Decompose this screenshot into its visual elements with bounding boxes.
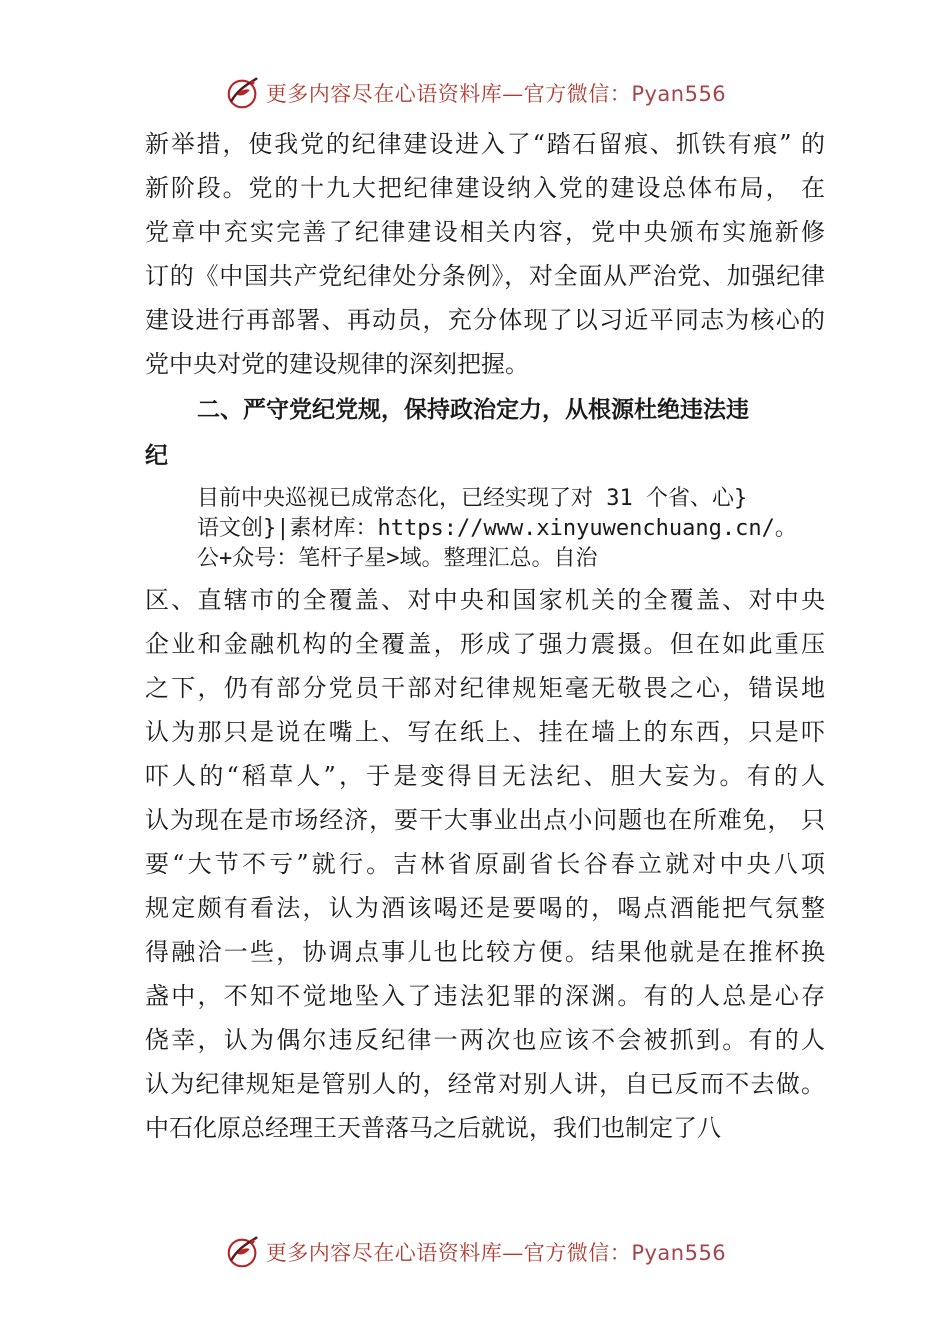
library-logo-icon xyxy=(224,1233,262,1271)
note-line: 目前中央巡视已成常态化，已经实现了对 31 个省、心} xyxy=(197,486,748,511)
text-line: 之下，仍有部分党员干部对纪律规矩毫无敬畏之心，错误地 xyxy=(145,674,825,702)
paragraph-2 xyxy=(145,578,825,1150)
note-line: 公+众号：笔杆子星>域。整理汇总。自治 xyxy=(197,546,598,571)
text-line: 认为那只是说在嘴上、写在纸上、挂在墙上的东西，只是吓 xyxy=(145,718,825,746)
wechat-account: Pyan556 xyxy=(631,82,727,106)
footer-banner xyxy=(0,1232,950,1272)
banner-text: 更多内容尽在心语资料库—官方微信：Pyan556 xyxy=(265,82,727,106)
wechat-account: Pyan556 xyxy=(631,1241,727,1265)
text-line: 认为纪律规矩是管别人的，经常对别人讲，自已反而不去做。 xyxy=(145,1070,825,1098)
text-line: 区、直辖市的全覆盖、对中央和国家机关的全覆盖、对中央 xyxy=(145,586,825,614)
text-line: 订的《中国共产党纪律处分条例》，对全面从严治党、加强纪律 xyxy=(145,262,825,290)
text-line: 盏中，不知不觉地坠入了违法犯罪的深渊。有的人总是心存 xyxy=(145,982,825,1010)
text-line: 认为现在是市场经济，要干大事业出点小问题也在所难免， 只 xyxy=(145,806,825,834)
text-line: 吓人的“稻草人”，于是变得目无法纪、胆大妄为。有的人 xyxy=(145,762,825,790)
paragraph-1 xyxy=(145,122,825,386)
document-body xyxy=(145,122,825,1150)
text-line: 党中央对党的建设规律的深刻把握。 xyxy=(145,350,529,378)
section-heading: 二、严守党纪党规，保持政治定力，从根源杜绝违法违 xyxy=(197,397,749,423)
text-line: 规定颇有看法，认为酒该喝还是要喝的，喝点酒能把气氛整 xyxy=(145,894,825,922)
text-line: 党章中充实完善了纪律建设相关内容，党中央颁布实施新修 xyxy=(145,218,825,246)
text-line: 新阶段。党的十九大把纪律建设纳入党的建设总体布局， 在 xyxy=(145,174,825,202)
library-logo-icon xyxy=(224,74,262,112)
text-line: 新举措，使我党的纪律建设进入了“踏石留痕、抓铁有痕” 的 xyxy=(145,130,825,158)
inserted-watermark-note xyxy=(145,484,825,574)
banner-text: 更多内容尽在心语资料库—官方微信：Pyan556 xyxy=(265,1241,727,1265)
note-line: 语文创}|素材库：https://www.xinyuwenchuang.cn/。 xyxy=(197,516,797,541)
text-line: 侥幸，认为偶尔违反纪律一两次也应该不会被抓到。有的人 xyxy=(145,1026,825,1054)
text-line: 要“大节不亏”就行。吉林省原副省长谷春立就对中央八项 xyxy=(145,850,825,878)
section-heading-continued: 纪 xyxy=(145,443,168,469)
text-line: 建设进行再部署、再动员，充分体现了以习近平同志为核心的 xyxy=(145,306,825,334)
text-line: 得融洽一些，协调点事儿也比较方便。结果他就是在推杯换 xyxy=(145,938,825,966)
text-line: 企业和金融机构的全覆盖，形成了强力震摄。但在如此重压 xyxy=(145,630,825,658)
text-line: 中石化原总经理王天普落马之后就说，我们也制定了八 xyxy=(145,1114,721,1142)
header-banner xyxy=(0,73,950,113)
